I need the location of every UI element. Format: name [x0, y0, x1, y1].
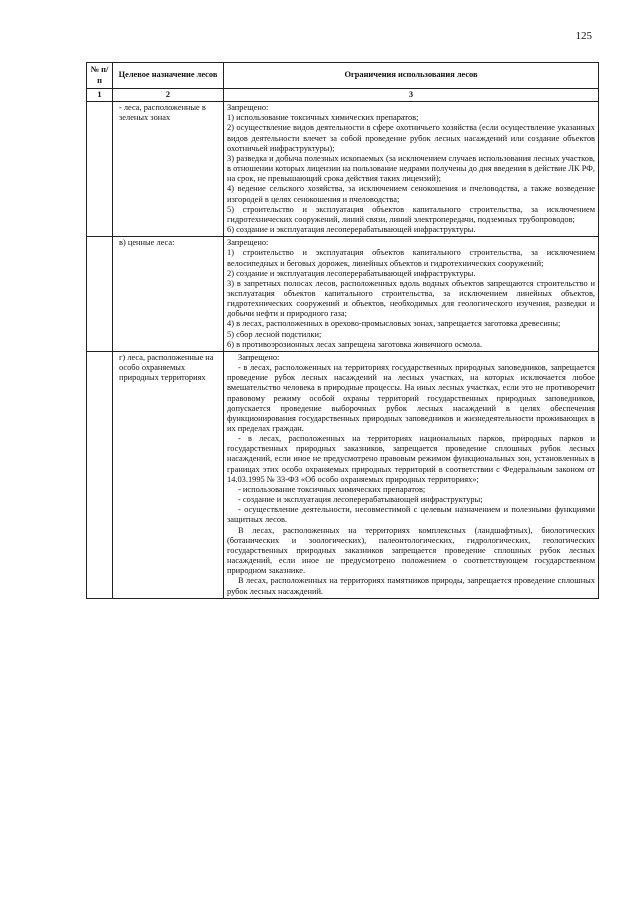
header-purpose: Целевое назначение лесов: [113, 63, 224, 89]
purpose-cell: в) ценные леса:: [113, 237, 224, 352]
restriction-line: 5) сбор лесной подстилки;: [227, 329, 322, 339]
restriction-line: - создание и эксплуатация лесоперерабатывающей инфраструктуры;: [238, 495, 483, 505]
restriction-line: 3) в запретных полосах лесов, расположенных вдоль водных объектов запрещаются строительство и эксплуатация объектов капитального строительства, за исключением линейных объектов, гидротехнических сооружений и объектов, необходимых для геологического изучения, разведки и добычи нефти и природного газа;: [227, 278, 595, 319]
column-number-3: 3: [224, 89, 599, 102]
restrictions-cell: [224, 102, 599, 237]
table-row: [87, 351, 599, 598]
restrictions-table: [86, 62, 599, 599]
column-number-1: 1: [87, 89, 113, 102]
restriction-line: 2) создание и эксплуатация лесоперерабатывающей инфраструктуры.: [227, 268, 476, 278]
restriction-line: 3) разведка и добыча полезных ископаемых (за исключением случаев использования лесных участков, в отношении которых лицензии на пользование недрами получены до дня введения в действие ЛК РФ, на срок, не превышающий срока действия таких лицензий);: [227, 153, 595, 184]
column-number-2: 2: [113, 89, 224, 102]
restriction-line: - в лесах, расположенных на территориях государственных природных заповедников, запрещается проведение рубок лесных насаждений на лесных участках, на которых исключается любое вмешательство человека в природные процессы. На иных лесных участках, если это не противоречит правовому режиму особой охраны территорий государственных природных заповедников, допускается проведение выборочных рубок лесных насаждений в целях обеспечения функционирования государственных природных заповедников и жизнедеятельности проживающих в их пределах граждан.: [227, 363, 595, 433]
restriction-line: В лесах, расположенных на территориях памятников природы, запрещается проведение сплошных рубок лесных насаждений.: [227, 576, 595, 596]
purpose-cell: - леса, расположенные в зеленых зонах: [113, 102, 224, 237]
restriction-line: 1) строительство и эксплуатация объектов капитального строительства, за исключением велосипедных и беговых дорожек, линейных объектов и гидротехнических сооружений;: [227, 248, 595, 268]
header-num: № п/п: [87, 63, 113, 89]
restriction-line: Запрещено:: [227, 103, 269, 113]
table-row: [87, 102, 599, 237]
restriction-line: 6) создание и эксплуатация лесоперерабатывающей инфраструктуры.: [227, 225, 476, 235]
header-row: [87, 63, 599, 89]
purpose-cell: г) леса, расположенные на особо охраняемых природных территориях: [113, 351, 224, 598]
restriction-line: 5) строительство и эксплуатация объектов капитального строительства, за исключением гидротехнических сооружений, линий связи, линий электропередачи, подземных трубопроводов;: [227, 204, 595, 224]
restriction-line: 4) ведение сельского хозяйства, за исключением сенокошения и пчеловодства, а также возведение изгородей в целях сенокошения и пчеловодства;: [227, 184, 595, 204]
column-number-row: [87, 89, 599, 102]
row-number-cell: [87, 351, 113, 598]
row-number-cell: [87, 237, 113, 352]
table-row: [87, 237, 599, 352]
restrictions-cell: [224, 237, 599, 352]
restriction-line: 4) в лесах, расположенных в орехово-промысловых зонах, запрещается заготовка древесины;: [227, 319, 561, 329]
restriction-line: 2) осуществление видов деятельности в сфере охотничьего хозяйства (если осуществление указанных видов деятельности влечет за собой проведение рубок лесных насаждений или создание объектов охотничьей инфраструктуры);: [227, 123, 595, 153]
header-restrictions: Ограничения использования лесов: [224, 63, 599, 89]
page-number: 125: [575, 30, 592, 42]
restriction-line: 1) использование токсичных химических препаратов;: [227, 113, 419, 123]
restriction-line: - в лесах, расположенных на территориях национальных парков, природных парков и государственных природных заказников, запрещается проведение сплошных рубок лесных насаждений, если иное не предусмотрено правовым режимом функциональных зон, установленных в границах этих особо охраняемых природных территорий в соответствии с Федеральным законом от 14.03.1995 № 33-ФЗ «Об особо охраняемых природных территориях»;: [227, 434, 595, 484]
restriction-line: Запрещено:: [227, 238, 269, 248]
restriction-line: В лесах, расположенных на территориях комплексных (ландшафтных), биологических (ботанических и зоологических), палеонтологических, гидрологических, геологических государственных природных заказников запрещается проведение сплошных рубок лесных насаждений, если иное не предусмотрено положением о соответствующем государственном природном заказнике.: [227, 525, 595, 576]
restriction-line: Запрещено:: [238, 352, 280, 362]
restriction-line: - использование токсичных химических препаратов;: [238, 484, 426, 494]
row-number-cell: [87, 102, 113, 237]
restriction-line: 6) в противоэрозионных лесах запрещена заготовка живичного осмола.: [227, 339, 483, 349]
restrictions-cell: [224, 351, 599, 598]
restriction-line: - осуществление деятельности, несовместимой с целевым назначением и полезными функциями защитных лесов.: [227, 505, 595, 525]
